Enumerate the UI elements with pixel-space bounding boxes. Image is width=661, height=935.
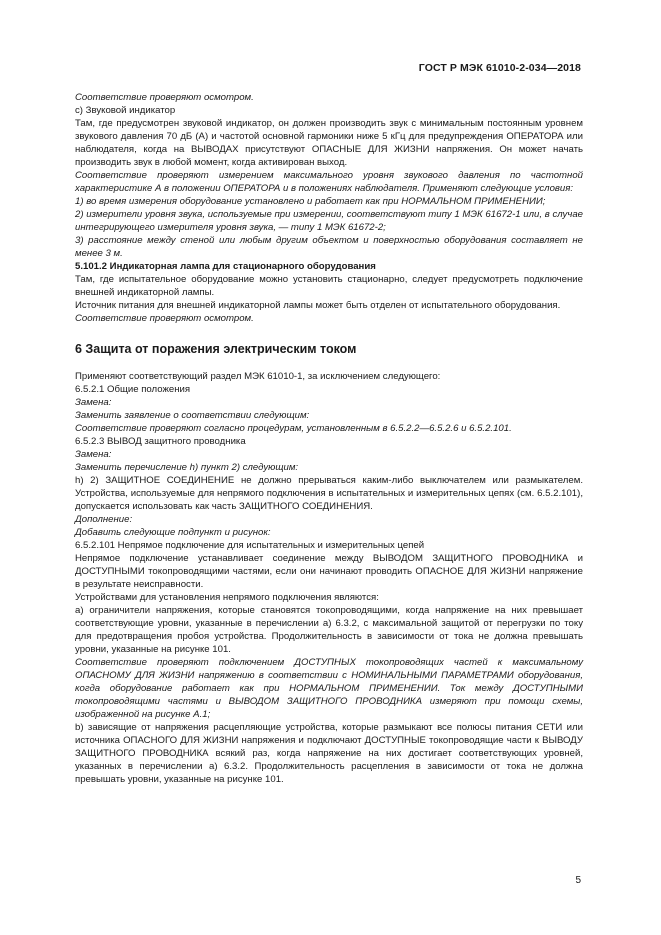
text-block-section-5 [75, 91, 583, 325]
paragraph: h) 2) ЗАЩИТНОЕ СОЕДИНЕНИЕ не должно прерываться каким-либо выключателем или размыкателем. Устройства, используемые для непрямого подключения в испытательных и измерительных цепях (см. 6.5.2.101), допускается использовать как часть ЗАЩИТНОГО СОЕДИНЕНИЯ. [75, 475, 583, 512]
paragraph: Добавить следующие подпункт и рисунок: [75, 527, 271, 538]
section-heading: 6 Защита от поражения электрическим током [75, 342, 357, 356]
paragraph: 6.5.2.101 Непрямое подключение для испытательных и измерительных цепей [75, 540, 425, 551]
paragraph: 3) расстояние между стеной или любым другим объектом и поверхностью оборудования составляет не менее 3 м. [75, 235, 583, 259]
paragraph: Там, где испытательное оборудование можно установить стационарно, следует предусмотреть подключение внешней индикаторной лампы. [75, 274, 583, 298]
paragraph: a) ограничители напряжения, которые становятся токопроводящими, когда напряжение на них превышает соответствующие уровни, указанные в перечислении a) 6.3.2, с максимальной защитой от перегрузки по току для предотвращения пробоя устройства. Продолжительность в зависимости от тока не должна превышать уровни, указанные на рисунке 101. [75, 605, 583, 655]
paragraph: Замена: [75, 449, 112, 460]
paragraph: Соответствие проверяют измерением максимального уровня звукового давления по частотной характеристике А в положении ОПЕРАТОРА и в положениях наблюдателя. Применяют следующие условия: [75, 170, 583, 194]
paragraph: Замена: [75, 397, 112, 408]
paragraph: Соответствие проверяют осмотром. [75, 313, 254, 324]
paragraph: Заменить перечисление h) пункт 2) следующим: [75, 462, 299, 473]
paragraph: Устройствами для установления непрямого подключения являются: [75, 592, 379, 603]
paragraph: 5.101.2 Индикаторная лампа для стационарного оборудования [75, 261, 376, 272]
paragraph: 1) во время измерения оборудование установлено и работает как при НОРМАЛЬНОМ ПРИМЕНЕНИИ; [75, 196, 546, 207]
paragraph: Применяют соответствующий раздел МЭК 61010-1, за исключением следующего: [75, 371, 441, 382]
paragraph: Там, где предусмотрен звуковой индикатор, он должен производить звук с минимальным постоянным уровнем звукового давления 70 дБ (A) и частотой основной гармоники ниже 5 кГц для предупреждения ОПЕРАТОРА или наблюдателя, когда на ВЫВОДАХ присутствуют ОПАСНЫЕ ДЛЯ ЖИЗНИ напряжения. Он может начать производить звук в любой момент, когда активирован выход. [75, 118, 583, 168]
paragraph: 6.5.2.1 Общие положения [75, 384, 191, 395]
paragraph: 2) измерители уровня звука, используемые при измерении, соответствуют типу 1 МЭК 61672-1 или, в случае интегрирующего измерителя уровня звука, — типу 1 МЭК 61672-2; [75, 209, 583, 233]
page-body [75, 91, 583, 786]
paragraph: Соответствие проверяют подключением ДОСТУПНЫХ токопроводящих частей к максимальному ОПАСНОМУ ДЛЯ ЖИЗНИ напряжению в соответствии с НОМИНАЛЬНЫМИ ПАРАМЕТРАМИ оборудования, когда оборудование работает как при НОРМАЛЬНОМ ПРИМЕНЕНИИ. Ток между ДОСТУПНЫМИ токопроводящими частями и ВЫВОДОМ ЗАЩИТНОГО ПРОВОДНИКА измеряют при помощи схемы, изображенной на рисунке A.1; [75, 657, 583, 720]
paragraph: Соответствие проверяют осмотром. [75, 92, 254, 103]
paragraph: Непрямое подключение устанавливает соединение между ВЫВОДОМ ЗАЩИТНОГО ПРОВОДНИКА и ДОСТУПНЫМИ токопроводящими частями, если они начинают проводить ОПАСНОЕ ДЛЯ ЖИЗНИ напряжение в результате неисправности. [75, 553, 583, 590]
paragraph: Соответствие проверяют согласно процедурам, установленным в 6.5.2.2—6.5.2.6 и 6.5.2.101. [75, 423, 512, 434]
text-block-section-6 [75, 370, 583, 786]
paragraph: Источник питания для внешней индикаторной лампы может быть отделен от испытательного оборудования. [75, 300, 561, 311]
document-header: ГОСТ Р МЭК 61010-2-034—2018 [418, 62, 581, 74]
paragraph: Заменить заявление о соответствии следующим: [75, 410, 310, 421]
paragraph: b) зависящие от напряжения расцепляющие устройства, которые размыкают все полюсы питания СЕТИ или источника ОПАСНОГО ДЛЯ ЖИЗНИ напряжения и подключают ДОСТУПНЫЕ токопроводящие части к ВЫВОДУ ЗАЩИТНОГО ПРОВОДНИКА всякий раз, когда напряжение на них достигает соответствующих уровней, указанных в перечислении a) 6.3.2. Продолжительность расцепления в зависимости от тока не должна превышать уровни, указанные на рисунке 101. [75, 722, 583, 785]
paragraph: c) Звуковой индикатор [75, 105, 176, 116]
page-number: 5 [575, 875, 581, 886]
paragraph: 6.5.2.3 ВЫВОД защитного проводника [75, 436, 246, 447]
paragraph: Дополнение: [75, 514, 133, 525]
